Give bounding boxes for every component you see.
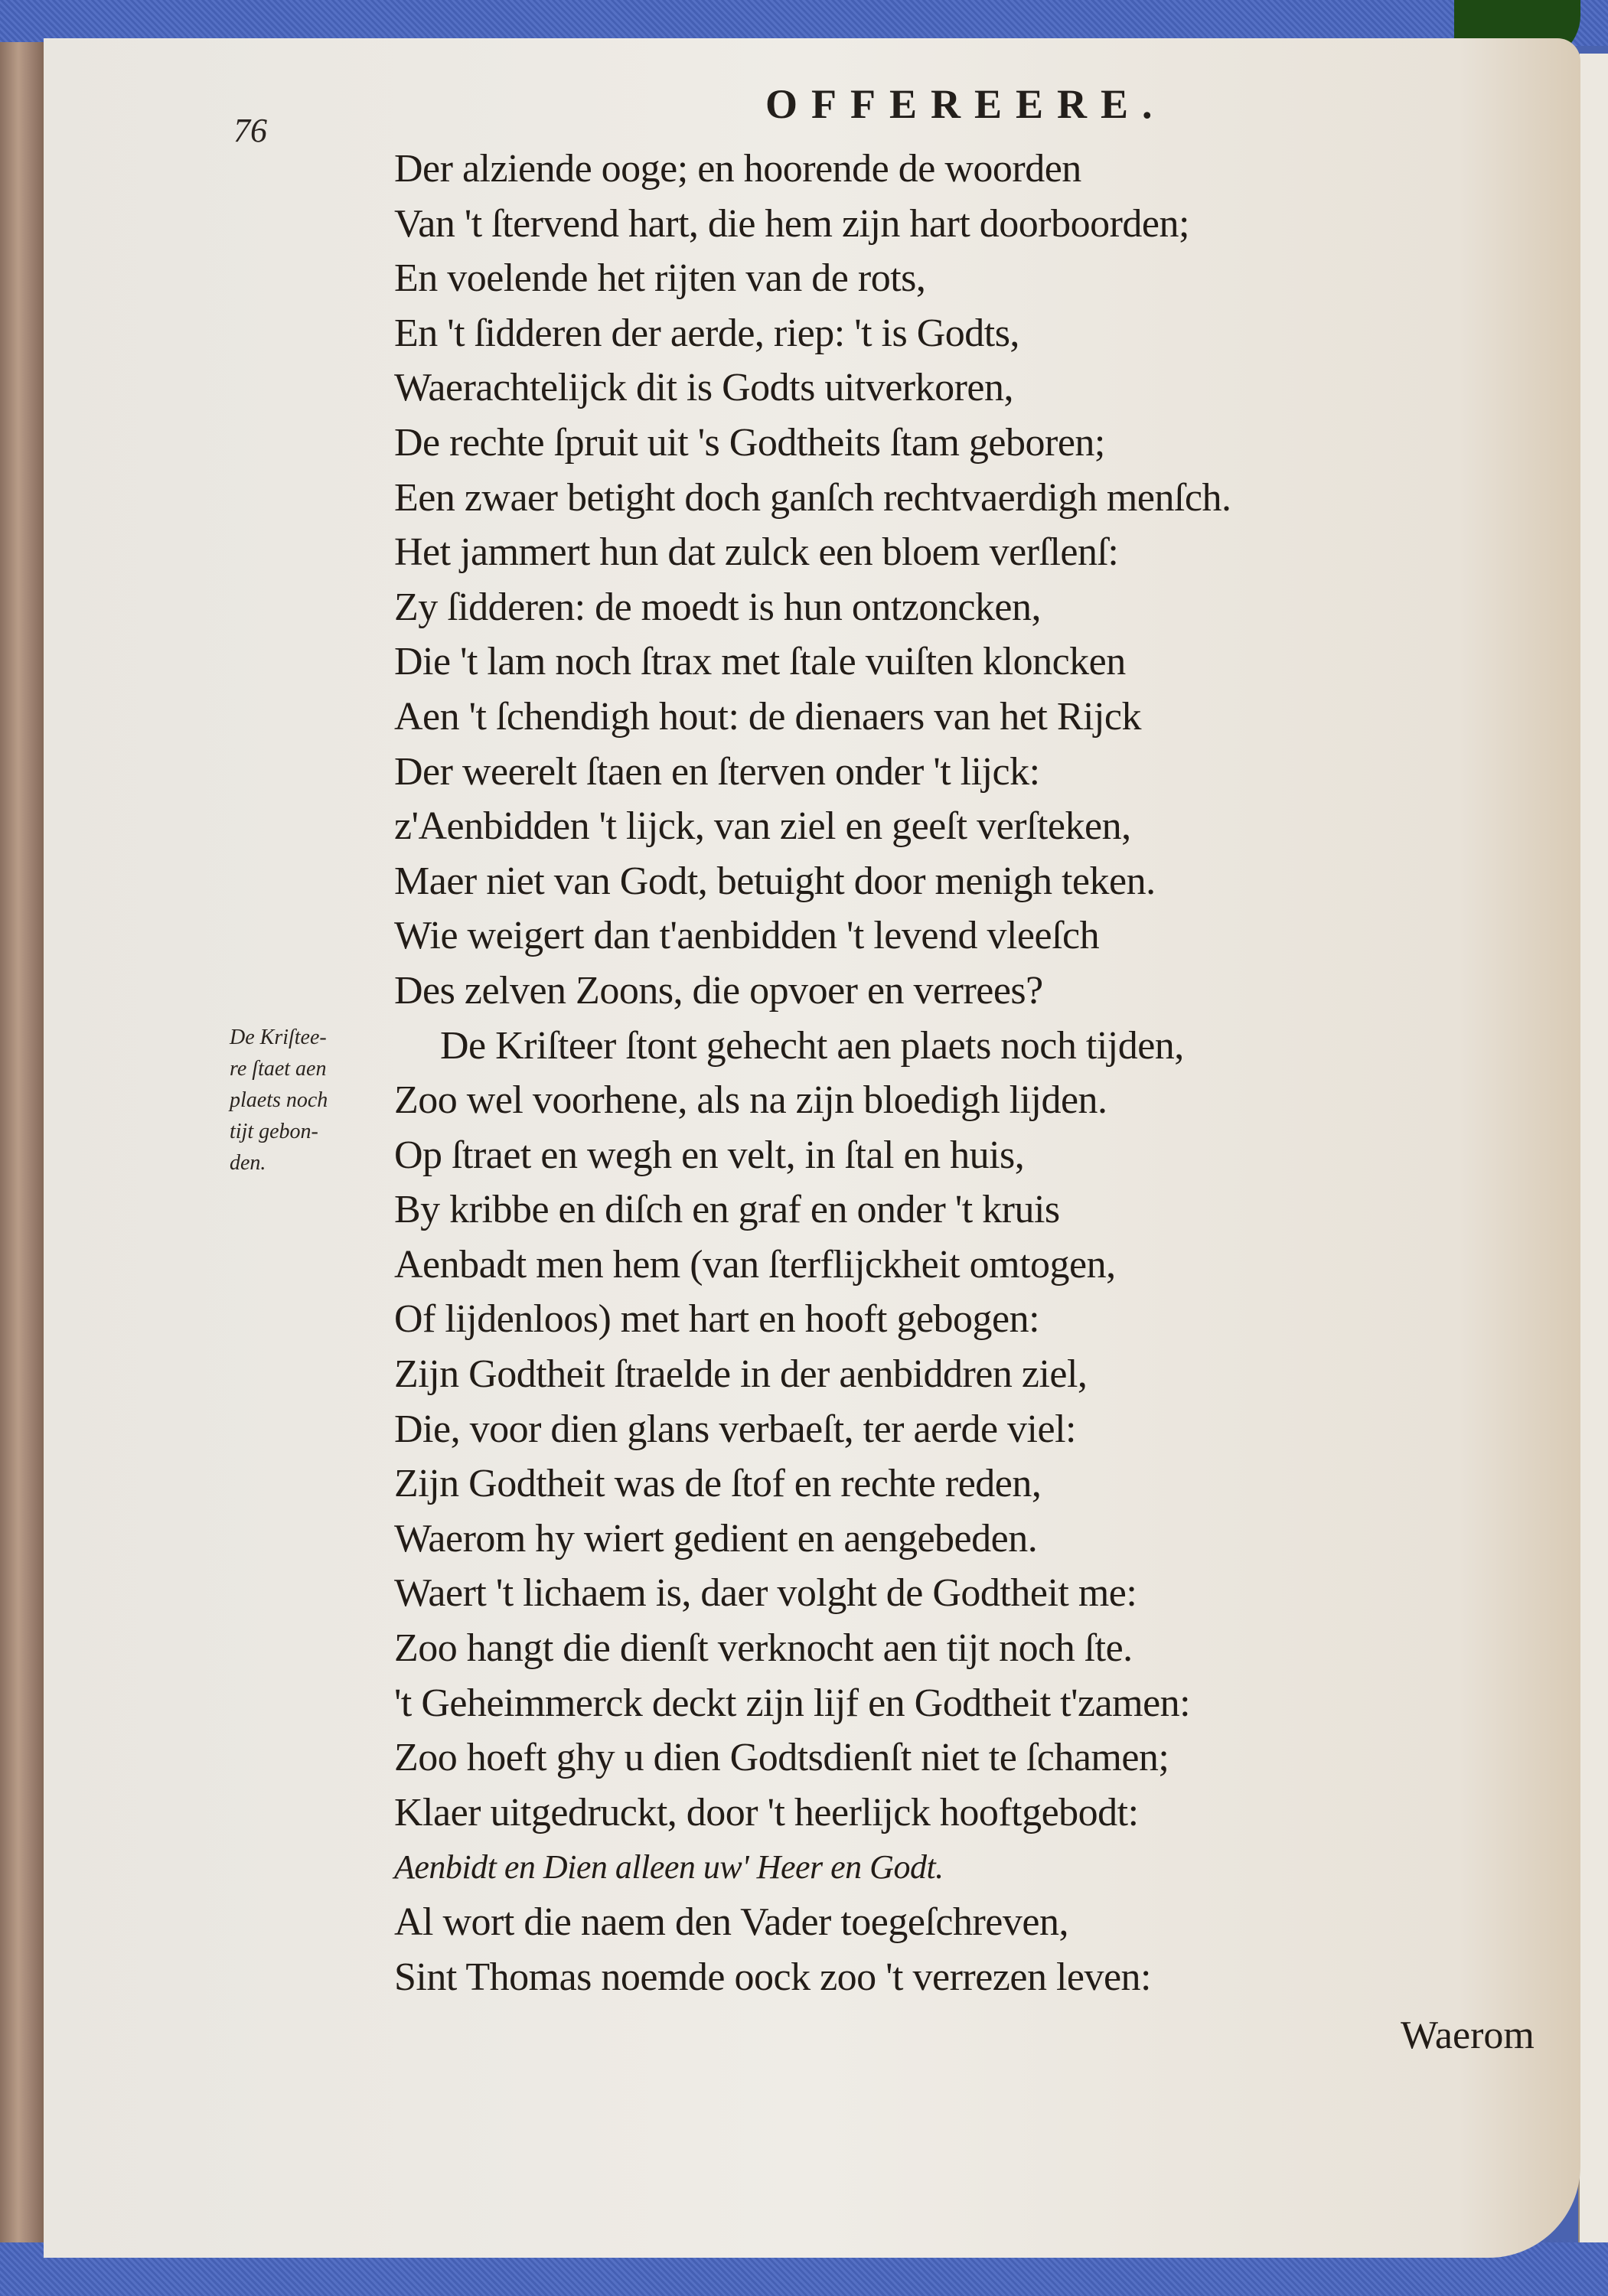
text-line: Zy ſidderen: de moedt is hun ontzoncken, bbox=[394, 585, 1042, 629]
text-line: Sint Thomas noemde oock zoo 't verrezen leven: bbox=[394, 1955, 1151, 1999]
text-line: Het jammert hun dat zulck een bloem verſlenſ: bbox=[394, 530, 1119, 575]
text-line: Aen 't ſchendigh hout: de dienaers van het Rijck bbox=[394, 694, 1141, 739]
page-number: 76 bbox=[233, 112, 267, 149]
text-line: En 't ſidderen der aerde, riep: 't is Godts, bbox=[394, 311, 1019, 355]
margin-note-line: den. bbox=[230, 1151, 266, 1175]
text-line: Die 't lam noch ſtrax met ſtale vuiſten kloncken bbox=[394, 640, 1126, 684]
margin-note-line: re ſtaet aen bbox=[230, 1057, 327, 1081]
catchword: Waerom bbox=[1401, 2014, 1535, 2057]
text-line: Zijn Godtheit ſtraelde in der aenbiddren ziel, bbox=[394, 1352, 1088, 1397]
text-line: z'Aenbidden 't lijck, van ziel en geeſt verſteken, bbox=[394, 804, 1131, 849]
text-line: Des zelven Zoons, die opvoer en verrees? bbox=[394, 968, 1043, 1013]
text-line: Der weerelt ſtaen en ſterven onder 't lijck: bbox=[394, 749, 1040, 794]
text-line: Zoo hangt die dienſt verknocht aen tijt noch ſte. bbox=[394, 1626, 1133, 1671]
running-head: OFFEREERE. bbox=[765, 81, 1166, 127]
text-line: Waert 't lichaem is, daer volght de Godtheit me: bbox=[394, 1571, 1137, 1616]
text-line: En voelende het rijten van de rots, bbox=[394, 256, 926, 301]
page-edges bbox=[0, 42, 46, 2262]
text-line-indented: De Kriſteer ſtont gehecht aen plaets noch tijden, bbox=[440, 1023, 1184, 1068]
text-line: Der alziende ooge; en hoorende de woorden bbox=[394, 147, 1081, 191]
margin-note-line: tijt gebon- bbox=[230, 1120, 318, 1143]
text-line: Zoo wel voorhene, als na zijn bloedigh lijden. bbox=[394, 1078, 1107, 1123]
text-line: 't Geheimmerck deckt zijn lijf en Godtheit t'zamen: bbox=[394, 1681, 1191, 1725]
text-line: Aenbadt men hem (van ſterflijckheit omtogen, bbox=[394, 1242, 1116, 1287]
text-line: Zoo hoeft ghy u dien Godtsdienſt niet te ſchamen; bbox=[394, 1736, 1169, 1780]
text-line: Waerachtelijck dit is Godts uitverkoren, bbox=[394, 366, 1014, 410]
text-line: Op ſtraet en wegh en velt, in ſtal en huis, bbox=[394, 1133, 1025, 1177]
facing-page-sliver bbox=[1578, 54, 1608, 2258]
text-line: Zijn Godtheit was de ſtof en rechte reden, bbox=[394, 1462, 1042, 1506]
poem-text bbox=[394, 142, 1557, 2004]
text-line-italic-quote: Aenbidt en Dien alleen uw' Heer en Godt. bbox=[394, 1848, 944, 1887]
margin-note-line: De Kriſtee- bbox=[230, 1026, 327, 1049]
text-line: By kribbe en diſch en graf en onder 't kruis bbox=[394, 1188, 1060, 1232]
text-line: Een zwaer betight doch ganſch rechtvaerdigh menſch. bbox=[394, 475, 1231, 520]
text-line: Waerom hy wiert gedient en aengebeden. bbox=[394, 1516, 1038, 1561]
margin-note bbox=[230, 1022, 375, 1179]
text-line: Die, voor dien glans verbaeſt, ter aerde viel: bbox=[394, 1407, 1076, 1451]
text-line: Van 't ſtervend hart, die hem zijn hart doorboorden; bbox=[394, 201, 1189, 246]
text-line: Wie weigert dan t'aenbidden 't levend vleeſch bbox=[394, 914, 1100, 958]
text-line: Of lijdenloos) met hart en hooft gebogen: bbox=[394, 1297, 1040, 1342]
text-line: Klaer uitgedruckt, door 't heerlijck hooftgebodt: bbox=[394, 1790, 1139, 1835]
text-line: Al wort die naem den Vader toegeſchreven, bbox=[394, 1900, 1068, 1944]
text-line: Maer niet van Godt, betuight door menigh teken. bbox=[394, 859, 1156, 903]
text-line: De rechte ſpruit uit 's Godtheits ſtam geboren; bbox=[394, 420, 1105, 465]
margin-note-line: plaets noch bbox=[230, 1088, 328, 1112]
